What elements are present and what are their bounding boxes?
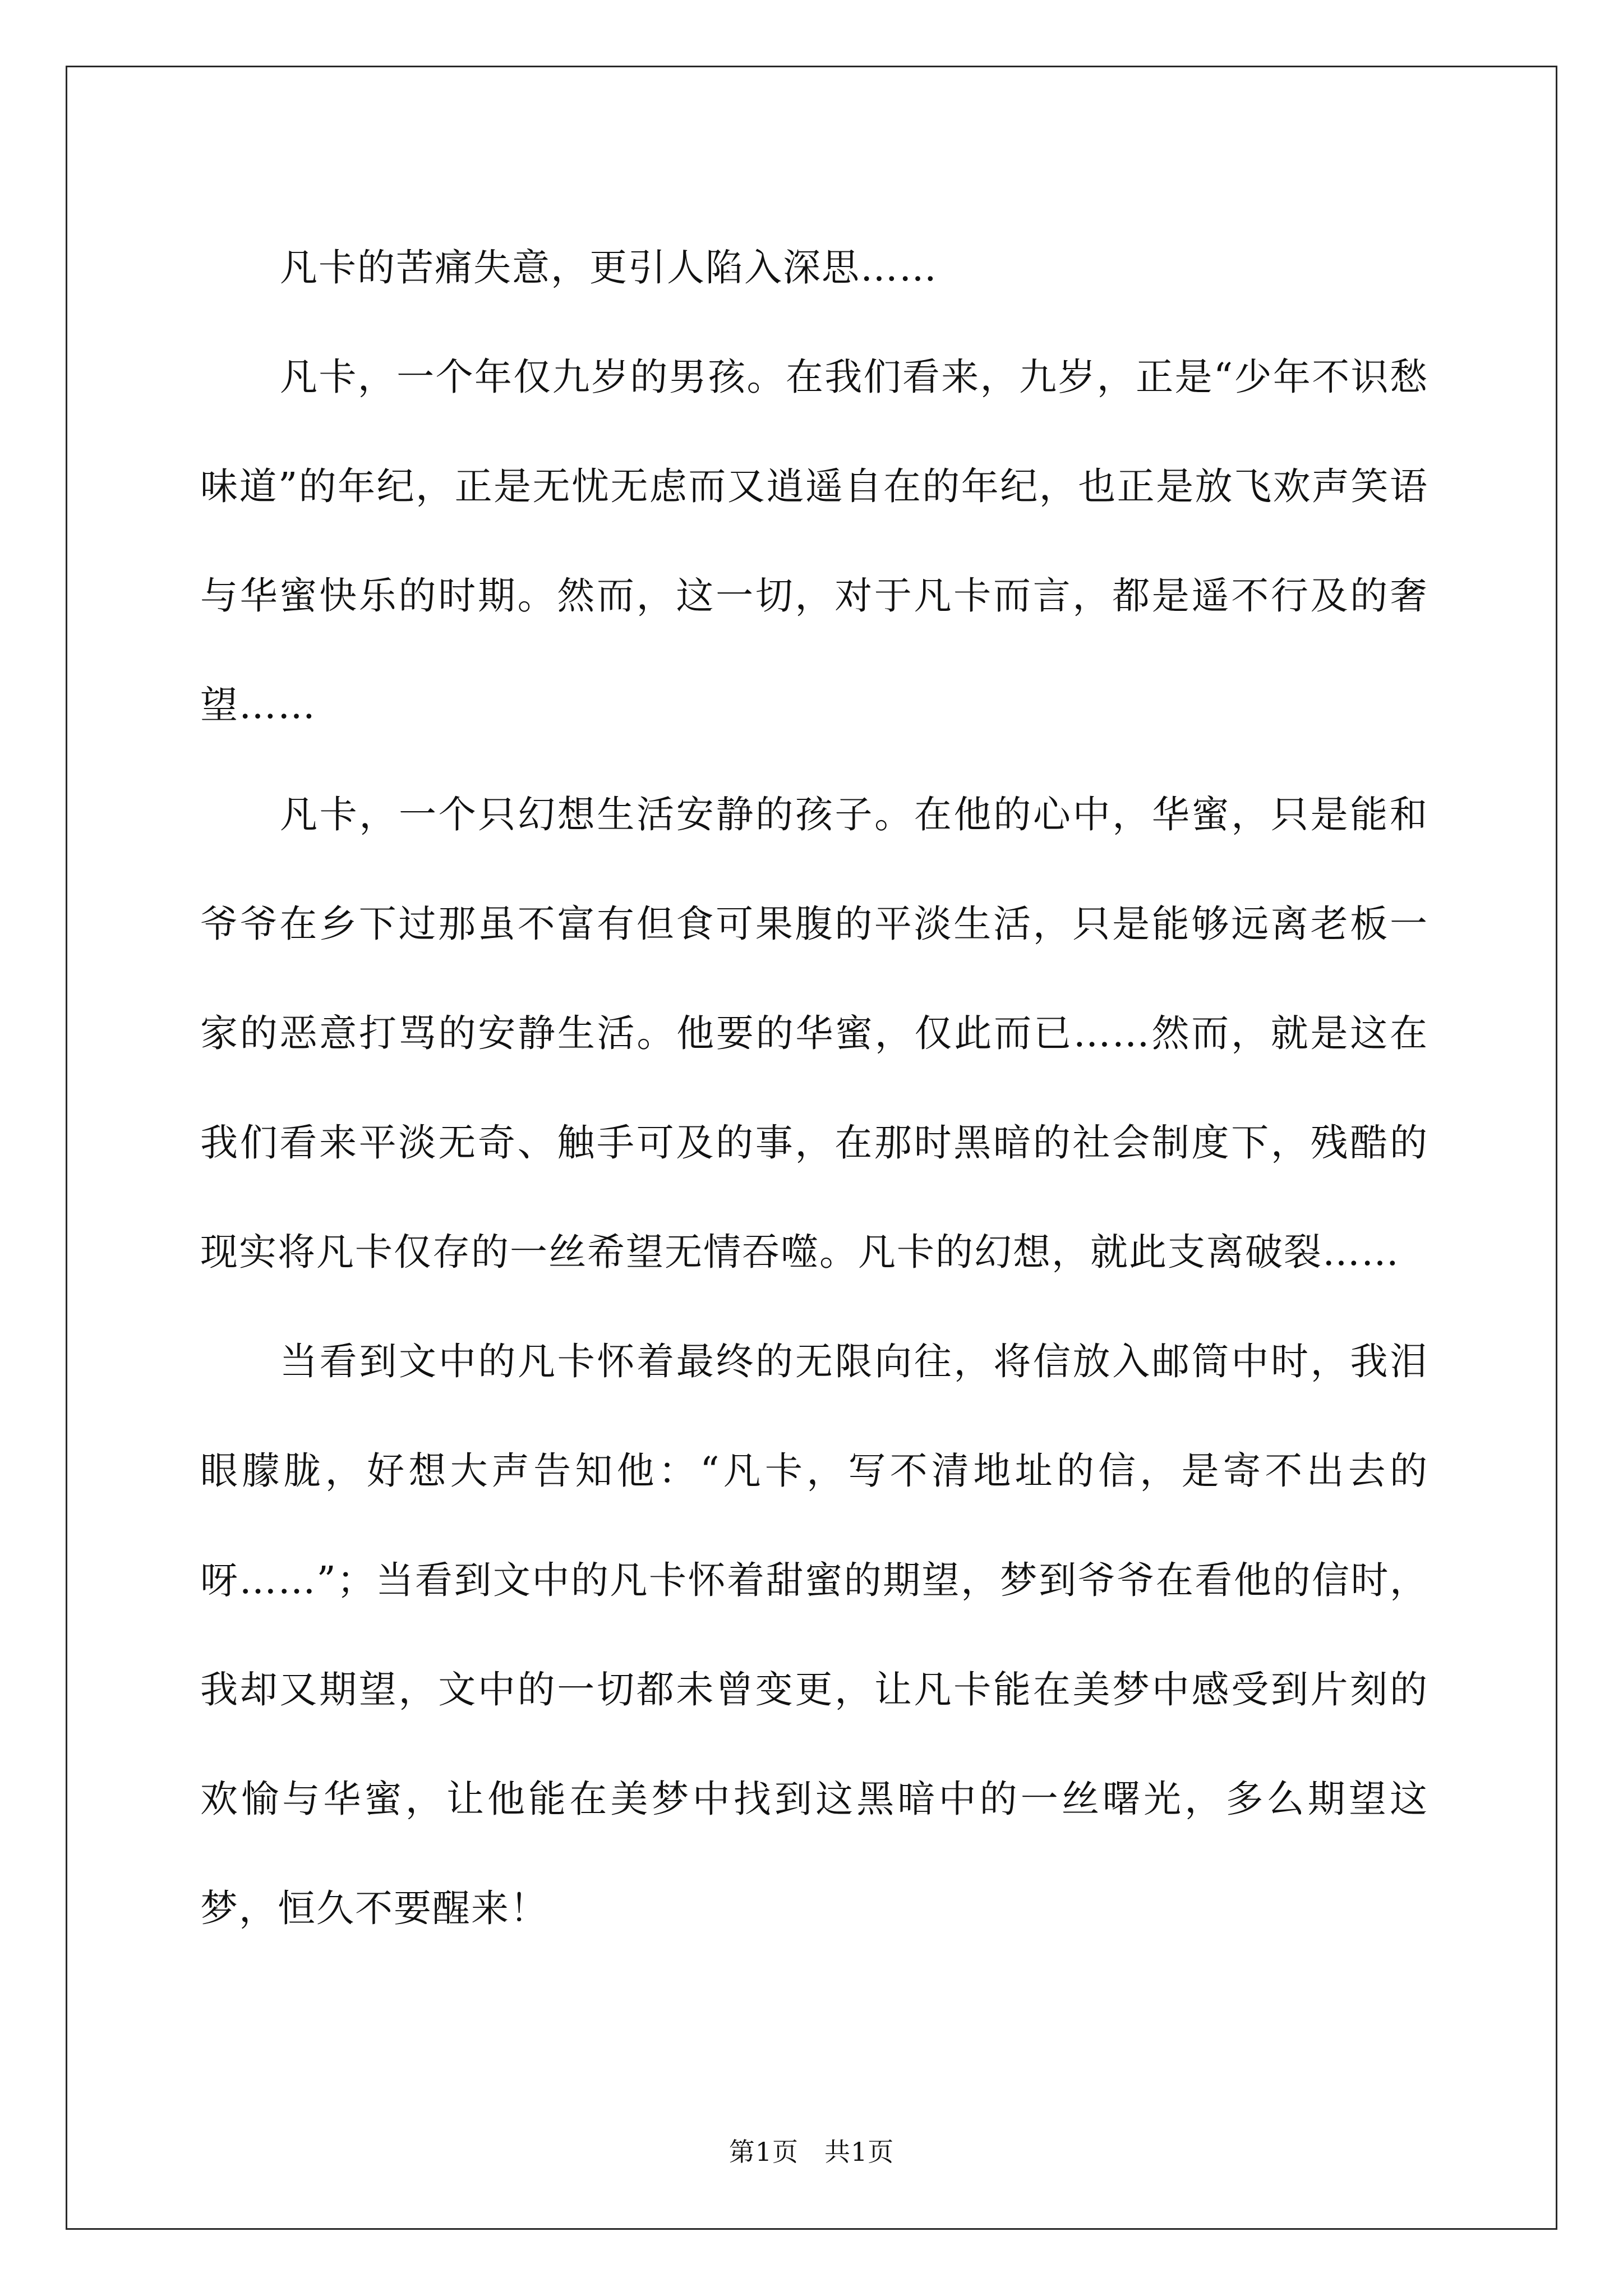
paragraph-2: 凡卡，一个年仅九岁的男孩。在我们看来，九岁，正是“少年不识愁味道”的年纪，正是无忧无虑而又逍遥自在的年纪，也正是放飞欢声笑语与华蜜快乐的时期。然而，这一切，对于凡卡而言，都是遥不行及的奢望……: [200, 355, 1428, 727]
page-number: 第1页: [728, 2137, 799, 2167]
paragraph-4: 当看到文中的凡卡怀着最终的无限向往，将信放入邮筒中时，我泪眼朦胧，好想大声告知他：“凡卡，写不清地址的信，是寄不出去的呀……”；当看到文中的凡卡怀着甜蜜的期望，梦到爷爷在看他的信时，我却又期望，文中的一切都未曾变更，让凡卡能在美梦中感受到片刻的欢愉与华蜜，让他能在美梦中找到这黑暗中的一丝曙光，多么期望这梦，恒久不要醒来！: [200, 1340, 1428, 1930]
page-footer: [0, 2132, 1623, 2169]
page-total: 共1页: [824, 2137, 895, 2167]
document-body: [200, 213, 1428, 1963]
paragraph-3: 凡卡，一个只幻想生活安静的孩子。在他的心中，华蜜，只是能和爷爷在乡下过那虽不富有但食可果腹的平淡生活，只是能够远离老板一家的恶意打骂的安静生活。他要的华蜜，仅此而已……然而，就是这在我们看来平淡无奇、触手可及的事，在那时黑暗的社会制度下，残酷的现实将凡卡仅存的一丝希望无情吞噬。凡卡的幻想，就此支离破裂……: [200, 793, 1428, 1274]
paragraph-1: 凡卡的苦痛失意，更引人陷入深思……: [280, 246, 938, 289]
